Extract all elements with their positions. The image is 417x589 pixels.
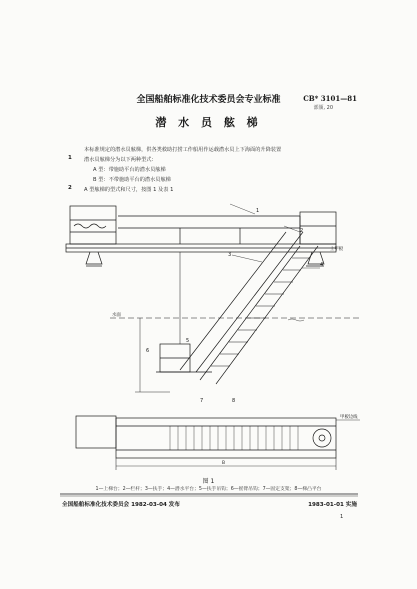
section-text: A 型舷梯的型式和尺寸，按图 1 及表 1 [84, 187, 174, 193]
callout-label: 2 [300, 228, 304, 234]
upper-platform [300, 212, 336, 244]
ladder-handrail [196, 232, 303, 372]
callout-label: 3 [228, 252, 232, 258]
callout-leader [284, 226, 300, 232]
deck-label: 上甲板 [330, 247, 344, 252]
deck-support [86, 252, 102, 264]
callout-label: 8 [232, 398, 236, 404]
callout-leader [232, 255, 262, 262]
callout-label: 5 [186, 338, 190, 344]
callout-label: 4 [320, 262, 324, 268]
callout-label: 6 [146, 348, 150, 354]
standard-subcode: 部颁, 20 [313, 105, 333, 111]
ladder-head-frame [70, 206, 116, 244]
plan-winch-hub [319, 435, 325, 441]
standard-organization: 全国船舶标准化技术委员会专业标准 [136, 95, 281, 105]
callout-label: 7 [200, 398, 204, 404]
section-text: B 型：不带施助平台的潜水员舷梯 [93, 177, 171, 183]
ladder-stringer [200, 246, 300, 380]
water-wave [288, 319, 304, 321]
page-number: 1 [340, 514, 344, 520]
intro-paragraph: 本标准规定的潜水员舷梯，供各类救助打捞工作船用作运载潜水员上下海面的升降装置 [84, 147, 282, 153]
plan-head-frame [76, 416, 116, 448]
plan-dimension-label: B [222, 461, 226, 466]
section-text: 潜水员舷梯分为以下两种型式： [84, 157, 157, 163]
figure-caption: 图 1 [202, 478, 215, 485]
issued-by: 全国船舶标准化技术委员会 1982-03-04 发布 [62, 502, 180, 508]
callout-label: 1 [256, 208, 260, 214]
effective-date: 1983-01-01 实施 [308, 502, 357, 508]
section-number: 1 [68, 155, 72, 161]
ladder-handrail [180, 232, 286, 370]
ladder-stringer [216, 246, 318, 384]
section-text: A 型：带施助平台的潜水员舷梯 [93, 167, 166, 173]
chain-detail [74, 224, 106, 228]
section-number: 2 [68, 185, 72, 191]
standard-code: CB* 3101—81 [303, 94, 357, 103]
ladder-treads [211, 258, 310, 366]
water-label: 水面 [112, 313, 121, 318]
plan-winch-drum [313, 429, 331, 447]
deck-edge-label: 甲板边线 [340, 415, 358, 420]
plan-treads [170, 426, 298, 450]
document-title: 潜 水 员 舷 梯 [155, 116, 262, 129]
callout-leader [230, 204, 255, 214]
figure-legend: 1—上梯台；2—栏杆；3—扶手；4—潜水平台；5—扶手吊钩；6—摇臂吊钩；7—固定支架；8—梯凸平台 [95, 487, 322, 492]
